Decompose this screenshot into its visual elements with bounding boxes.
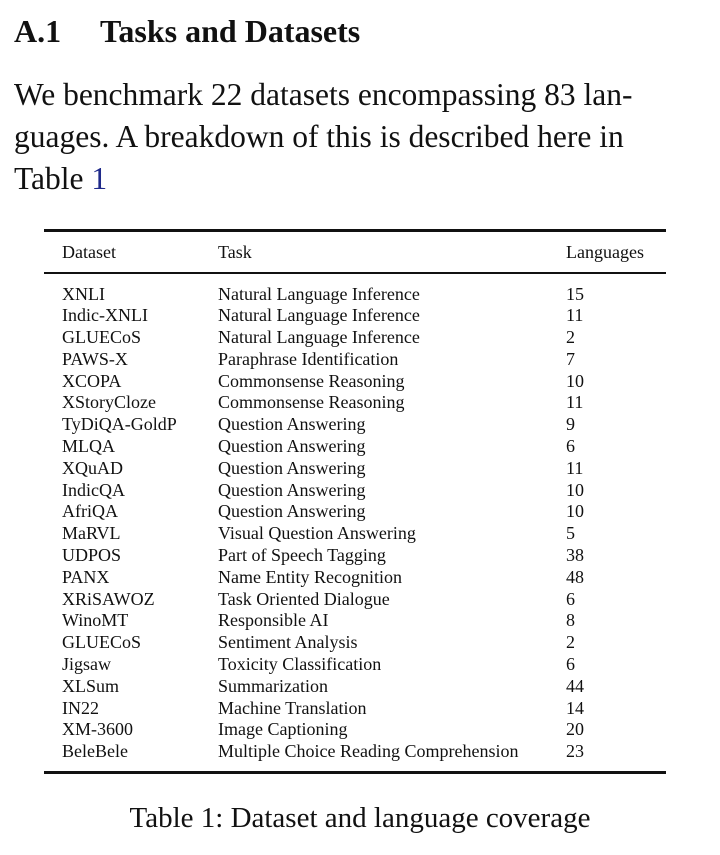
table-row [44, 567, 666, 589]
cell-languages: 6 [566, 654, 575, 675]
cell-task: Commonsense Reasoning [218, 370, 405, 391]
cell-dataset: PANX [62, 566, 110, 587]
table-row [44, 305, 666, 327]
table-caption: Table 1: Dataset and language coverage [129, 802, 591, 834]
cell-task: Question Answering [218, 457, 366, 478]
cell-task: Question Answering [218, 414, 366, 435]
header-dataset: Dataset [62, 241, 116, 262]
cell-languages: 6 [566, 588, 575, 609]
cell-task: Sentiment Analysis [218, 632, 358, 653]
table-reference-link[interactable]: 1 [91, 161, 108, 196]
cell-languages: 10 [566, 501, 584, 522]
cell-languages: 7 [566, 348, 575, 369]
cell-languages: 8 [566, 610, 575, 631]
table-row [44, 676, 666, 698]
cell-task: Name Entity Recognition [218, 566, 402, 587]
cell-task: Visual Question Answering [218, 523, 416, 544]
cell-languages: 10 [566, 479, 584, 500]
table-row [44, 610, 666, 632]
table-header-row [44, 232, 666, 272]
cell-dataset: UDPOS [62, 545, 122, 566]
cell-task: Task Oriented Dialogue [218, 588, 390, 609]
cell-languages: 10 [566, 370, 584, 391]
dataset-table-body [44, 232, 666, 272]
cell-task: Natural Language Inference [218, 327, 420, 348]
table-row [44, 327, 666, 349]
table-row [44, 523, 666, 545]
cell-dataset: PAWS-X [62, 348, 128, 369]
cell-dataset: XM-3600 [62, 719, 133, 740]
paragraph-line-1: We benchmark 22 datasets encompassing 83 lan- [14, 77, 633, 112]
dataset-table-rows [44, 274, 666, 772]
cell-dataset: GLUECoS [62, 327, 142, 348]
cell-task: Responsible AI [218, 610, 329, 631]
section-number: A.1 [14, 13, 62, 49]
table-row [44, 501, 666, 523]
cell-languages: 11 [566, 305, 584, 326]
table-row [44, 371, 666, 393]
table-row [44, 741, 666, 771]
cell-task: Paraphrase Identification [218, 348, 399, 369]
cell-task: Machine Translation [218, 697, 367, 718]
cell-languages: 14 [566, 697, 584, 718]
cell-task: Multiple Choice Reading Comprehension [218, 741, 519, 762]
section-heading [14, 14, 360, 49]
table-row [44, 414, 666, 436]
table-row [44, 654, 666, 676]
cell-languages: 15 [566, 283, 584, 304]
cell-dataset: Jigsaw [62, 654, 111, 675]
paragraph-line-2: guages. A breakdown of this is described here in [14, 119, 624, 154]
table-row [44, 545, 666, 567]
cell-dataset: XLSum [62, 675, 120, 696]
cell-task: Image Captioning [218, 719, 348, 740]
cell-languages: 2 [566, 327, 575, 348]
cell-dataset: GLUECoS [62, 632, 142, 653]
cell-dataset: Indic-XNLI [62, 305, 148, 326]
cell-dataset: XStoryCloze [62, 392, 156, 413]
cell-dataset: BeleBele [62, 741, 128, 762]
cell-dataset: MLQA [62, 436, 115, 457]
cell-task: Toxicity Classification [218, 654, 382, 675]
dataset-table [44, 229, 666, 774]
table-row [44, 274, 666, 306]
table-row [44, 436, 666, 458]
table-row [44, 698, 666, 720]
paragraph-line-3 [14, 158, 704, 200]
cell-task: Question Answering [218, 436, 366, 457]
table-row [44, 719, 666, 741]
cell-languages: 20 [566, 719, 584, 740]
cell-dataset: XCOPA [62, 370, 122, 391]
table-row [44, 480, 666, 502]
cell-dataset: XRiSAWOZ [62, 588, 155, 609]
intro-paragraph [14, 74, 704, 200]
cell-languages: 5 [566, 523, 575, 544]
cell-task: Commonsense Reasoning [218, 392, 405, 413]
cell-dataset: MaRVL [62, 523, 121, 544]
cell-task: Question Answering [218, 501, 366, 522]
cell-dataset: IN22 [62, 697, 99, 718]
cell-dataset: IndicQA [62, 479, 125, 500]
table-row [44, 349, 666, 371]
cell-languages: 9 [566, 414, 575, 435]
cell-task: Question Answering [218, 479, 366, 500]
table-row [44, 589, 666, 611]
cell-task: Natural Language Inference [218, 283, 420, 304]
cell-languages: 6 [566, 436, 575, 457]
section-title: Tasks and Datasets [100, 13, 361, 49]
cell-task: Natural Language Inference [218, 305, 420, 326]
cell-dataset: WinoMT [62, 610, 129, 631]
paragraph-line-3-text: Table [14, 161, 92, 196]
table-row [44, 458, 666, 480]
header-task: Task [218, 241, 252, 262]
table-row [44, 632, 666, 654]
cell-languages: 23 [566, 741, 584, 762]
header-languages: Languages [566, 241, 644, 262]
cell-dataset: TyDiQA-GoldP [62, 414, 177, 435]
cell-languages: 2 [566, 632, 575, 653]
cell-task: Summarization [218, 675, 328, 696]
cell-dataset: XNLI [62, 283, 105, 304]
cell-languages: 11 [566, 457, 584, 478]
table-bottom-rule [44, 771, 666, 774]
cell-dataset: AfriQA [62, 501, 118, 522]
cell-languages: 11 [566, 392, 584, 413]
cell-task: Part of Speech Tagging [218, 545, 386, 566]
cell-dataset: XQuAD [62, 457, 123, 478]
table-row [44, 392, 666, 414]
cell-languages: 48 [566, 566, 584, 587]
cell-languages: 44 [566, 675, 584, 696]
cell-languages: 38 [566, 545, 584, 566]
